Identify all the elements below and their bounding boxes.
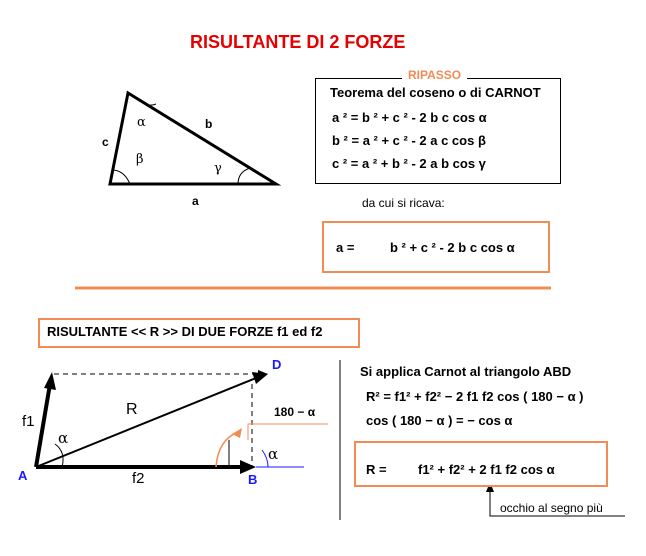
formula-r-radicand: f1² + f2² + 2 f1 f2 cos α [418,462,555,477]
formula-r-lhs: R = [366,462,387,477]
ripasso-label: RIPASSO [402,68,467,82]
formula-a-radicand: b ² + c ² - 2 b c cos α [390,240,515,255]
da-cui-text: da cui si ricava: [362,196,445,210]
note-text: occhio al segno più [500,501,603,515]
triangle-abc [110,93,276,184]
arc-180-arrow [232,428,242,438]
point-d-label: D [272,357,282,372]
carnot-eq-c: c ² = a ² + b ² - 2 a b cos γ [332,156,486,171]
section-box-text: RISULTANTE << R >> DI DUE FORZE f1 ed f2 [47,324,323,339]
carnot-eq-r: R² = f1² + f2² − 2 f1 f2 cos ( 180 − α ) [366,389,584,404]
side-a-label: a [192,194,199,208]
formula-a-lhs: a = [336,240,355,255]
f1-label: f1 [22,413,35,430]
carnot-eq-a: a ² = b ² + c ² - 2 b c cos α [332,110,487,125]
page-title: RISULTANTE DI 2 FORZE [190,32,406,52]
f1-vector [36,384,50,467]
carnot-cos-identity: cos ( 180 − α ) = − cos α [366,413,513,428]
r-label: R [126,401,138,418]
r-vector [36,378,256,467]
point-b-label: B [248,472,258,487]
angle-gamma-label: γ [214,161,222,176]
angle-alpha-A-label: α [58,429,69,447]
side-b-label: b [205,117,213,131]
arc-gamma [238,168,250,184]
angle-alpha-label: α [137,115,146,130]
point-a-label: A [18,468,28,483]
carnot-heading: Si applica Carnot al triangolo ABD [360,364,572,379]
carnot-eq-b: b ² = a ² + c ² - 2 a c cos β [332,133,486,148]
arc-180-alpha [216,432,238,467]
ripasso-heading: Teorema del coseno o di CARNOT [330,85,541,100]
side-c-label: c [102,135,109,149]
angle-180-label: 180 − α [274,405,316,419]
angle-alpha-B-label: α [268,445,279,463]
f1-arrowhead [44,372,56,390]
angle-beta-label: β [136,152,144,167]
arc-beta [112,170,130,184]
f2-label: f2 [132,470,145,487]
